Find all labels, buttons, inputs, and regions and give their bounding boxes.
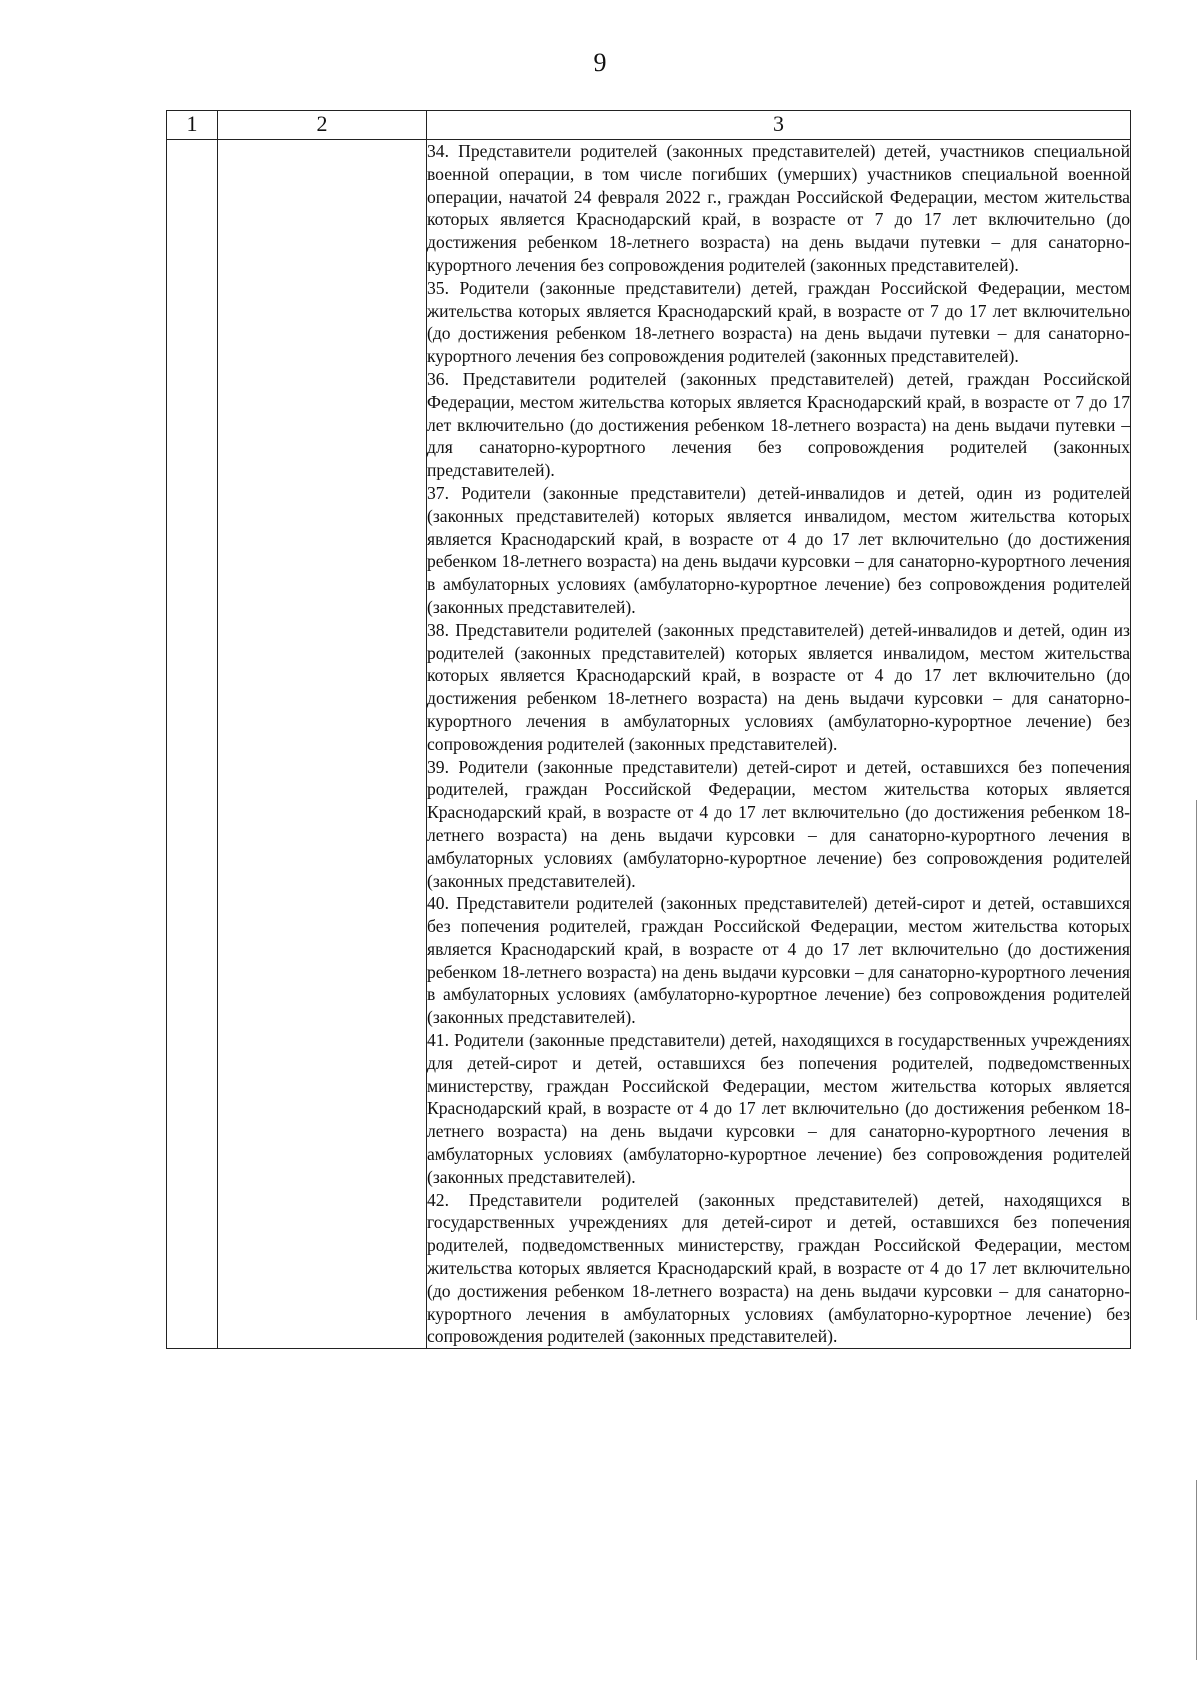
column-3-cell bbox=[427, 140, 1131, 1349]
column-header-3: 3 bbox=[427, 111, 1131, 140]
list-item-41: 41. Родители (законные представители) детей, находящихся в государственных учреждениях для детей-сирот и детей, оставшихся без попечения родителей, подведомственных министерству, граждан Российской Федерации, местом жительства которых является Краснодарский край, в возрасте от 4 до 17 лет включительно (до достижения ребенком 18-летнего возраста) на день выдачи курсовки – для санаторно-курортного лечения в амбулаторных условиях (амбулаторно-курортное лечение) без сопровождения родителей (законных представителей). bbox=[427, 1030, 1130, 1187]
list-item-34: 34. Представители родителей (законных представителей) детей, участников специальной военной операции, в том числе погибших (умерших) участников специальной военной операции, начатой 24 февраля 2022 г., граждан Российской Федерации, местом жительства которых является Краснодарский край, в возрасте от 7 до 17 лет включительно (до достижения ребенком 18-летнего возраста) на день выдачи путевки – для санаторно-курортного лечения без сопровождения родителей (законных представителей). bbox=[427, 141, 1130, 275]
column-header-2: 2 bbox=[218, 111, 427, 140]
table-body bbox=[167, 140, 1131, 1349]
list-item-39: 39. Родители (законные представители) детей-сирот и детей, оставшихся без попечения родителей, граждан Российской Федерации, местом жительства которых является Краснодарский край, в возрасте от 4 до 17 лет включительно (до достижения ребенком 18-летнего возраста) на день выдачи курсовки – для санаторно-курортного лечения в амбулаторных условиях (амбулаторно-курортное лечение) без сопровождения родителей (законных представителей). bbox=[427, 756, 1130, 891]
list-item-35: 35. Родители (законные представители) детей, граждан Российской Федерации, местом жительства которых является Краснодарский край, в возрасте от 7 до 17 лет включительно (до достижения ребенком 18-летнего возраста) на день выдачи путевки – для санаторно-курортного лечения без сопровождения родителей (законных представителей). bbox=[427, 277, 1130, 367]
list-item-36: 36. Представители родителей (законных представителей) детей, граждан Российской Федерации, местом жительства которых является Краснодарский край, в возрасте от 7 до 17 лет включительно (до достижения ребенком 18-летнего возраста) на день выдачи путевки – для санаторно-курортного лечения без сопровождения родителей (законных представителей). bbox=[427, 368, 1130, 481]
table-row bbox=[167, 140, 1131, 1349]
list-item-38: 38. Представители родителей (законных представителей) детей-инвалидов и детей, один из родителей (законных представителей) которых является инвалидом, местом жительства которых является Краснодарский край, в возрасте от 4 до 17 лет включительно (до достижения ребенком 18-летнего возраста) на день выдачи курсовки – для санаторно-курортного лечения в амбулаторных условиях (амбулаторно-курортное лечение) без сопровождения родителей (законных представителей). bbox=[427, 619, 1130, 754]
column-header-1: 1 bbox=[167, 111, 218, 140]
list-item-37: 37. Родители (законные представители) детей-инвалидов и детей, один из родителей (законных представителей) которых является инвалидом, местом жительства которых является Краснодарский край, в возрасте от 4 до 17 лет включительно (до достижения ребенком 18-летнего возраста) на день выдачи курсовки – для санаторно-курортного лечения в амбулаторных условиях (амбулаторно-курортное лечение) без сопровождения родителей (законных представителей). bbox=[427, 482, 1130, 617]
column-2-cell bbox=[218, 140, 427, 1349]
scan-edge-mark bbox=[1196, 800, 1197, 1320]
table-header bbox=[167, 111, 1131, 140]
page-number: 9 bbox=[593, 48, 607, 77]
document-table bbox=[166, 110, 1131, 1349]
scan-edge-mark bbox=[1196, 1480, 1197, 1660]
table-header-row bbox=[167, 111, 1131, 140]
list-item-42: 42. Представители родителей (законных представителей) детей, находящихся в государственных учреждениях для детей-сирот и детей, оставшихся без попечения родителей, подведомственных министерству, граждан Российской Федерации, местом жительства которых является Краснодарский край, в возрасте от 4 до 17 лет включительно (до достижения ребенком 18-летнего возраста) на день выдачи курсовки – для санаторно-курортного лечения в амбулаторных условиях (амбулаторно-курортное лечение) без сопровождения родителей (законных представителей). bbox=[427, 1189, 1130, 1347]
column-1-cell bbox=[167, 140, 218, 1349]
list-item-40: 40. Представители родителей (законных представителей) детей-сирот и детей, оставшихся без попечения родителей, граждан Российской Федерации, местом жительства которых является Краснодарский край, в возрасте от 4 до 17 лет включительно (до достижения ребенком 18-летнего возраста) на день выдачи курсовки – для санаторно-курортного лечения в амбулаторных условиях (амбулаторно-курортное лечение) без сопровождения родителей (законных представителей). bbox=[427, 893, 1130, 1028]
